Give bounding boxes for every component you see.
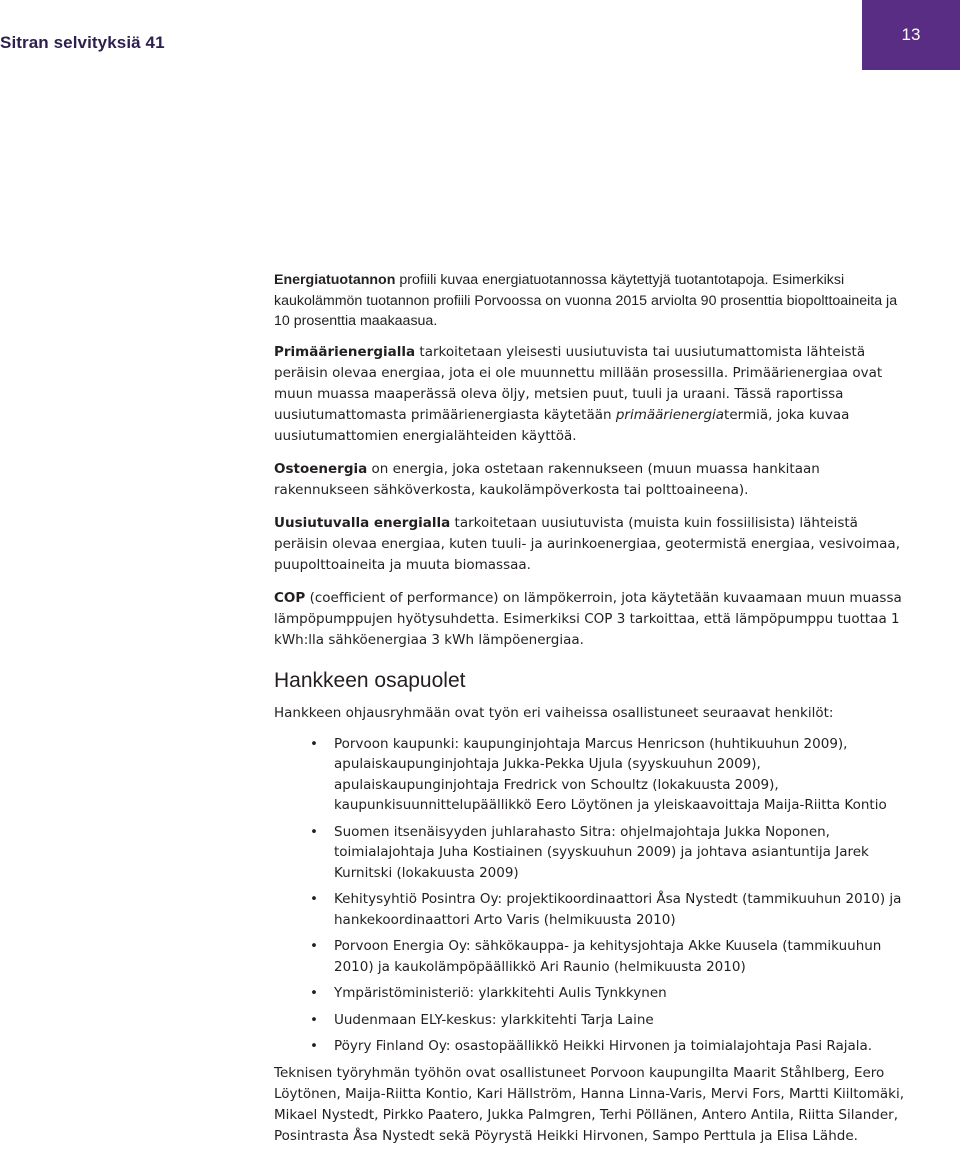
list-item <box>310 1036 914 1057</box>
section-intro: Hankkeen ohjausryhmään ovat työn eri vaiheissa osallistuneet seuraavat henkilöt: <box>274 704 834 721</box>
definition-term: COP <box>274 589 306 606</box>
list-item-text: Kehitysyhtiö Posintra Oy: projektikoordinaattori Åsa Nystedt (tammikuuhun 2010) ja hankekoordinaattori Arto Varis (helmikuusta 2010) <box>334 891 902 928</box>
page-content <box>274 270 914 1147</box>
stakeholder-list <box>274 734 914 1057</box>
definition-text: (coefficient of performance) on lämpökerroin, jota käytetään kuvaamaan muun muassa lämpöpumppujen hyötysuhdetta. Esimerkiksi COP 3 tarkoittaa, että lämpöpumppu tuottaa 1 kWh:lla sähköenergiaa 3 kWh lämpöenergiaa. <box>274 589 902 648</box>
definition-text: tarkoitetaan uusiutuvista (muista kuin fossiilisista) lähteistä peräisin olevaa energiaa, kuten tuuli- ja aurinkoenergiaa, geotermistä energiaa, vesivoimaa, puupolttoaineita ja muuta biomassaa. <box>274 514 900 573</box>
list-item-text: Porvoon kaupunki: kaupunginjohtaja Marcus Henricson (huhtikuuhun 2009), apulaiskaupunginjohtaja Jukka-Pekka Ujula (syyskuuhun 2009), apulaiskaupunginjohtaja Fredrick von Schoultz (lokakuusta 2009), kaupunkisuunnittelupäällikkö Eero Löytönen ja yleiskaavoittaja Maija-Riitta Kontio <box>334 735 887 813</box>
bullet-icon: • <box>310 735 318 752</box>
list-item <box>310 822 914 884</box>
definition-uusiutuva-energia <box>274 513 914 576</box>
series-title: Sitran selvityksiä 41 <box>0 33 165 52</box>
bullet-icon: • <box>310 1038 318 1054</box>
list-item-text: Ympäristöministeriö: ylarkkitehti Aulis Tynkkynen <box>334 985 667 1001</box>
list-item-text: Suomen itsenäisyyden juhlarahasto Sitra: ohjelmajohtaja Jukka Noponen, toimialajohtaja Juha Kostiainen (syyskuuhun 2009) ja johtava asiantuntija Jarek Kurnitski (lokakuusta 2009) <box>334 823 869 881</box>
list-item <box>310 983 914 1004</box>
definition-term: Ostoenergia <box>274 460 368 477</box>
list-item <box>310 1010 914 1031</box>
definition-primaarienergia <box>274 342 914 447</box>
list-item-text: Uudenmaan ELY-keskus: ylarkkitehti Tarja Laine <box>334 1011 654 1028</box>
section-closing: Teknisen työryhmän työhön ovat osallistuneet Porvoon kaupungilta Maarit Ståhlberg, Eero Löytönen, Maija-Riitta Kontio, Kari Hällström, Hanna Linna-Varis, Mervi Fors, Martti Kiiltomäki, Mikael Nystedt, Pirkko Paatero, Jukka Palmgren, Terhi Pöllänen, Antero Antila, Riitta Silander, Posintrasta Åsa Nystedt sekä Pöyrystä Heikki Hirvonen, Sampo Perttula ja Elisa Lähde. <box>274 1064 905 1144</box>
list-item-text: Pöyry Finland Oy: osastopäällikkö Heikki Hirvonen ja toimialajohtaja Pasi Rajala. <box>334 1038 873 1054</box>
list-item-text: Porvoon Energia Oy: sähkökauppa- ja kehitysjohtaja Akke Kuusela (tammikuuhun 2010) ja kaukolämpöpäällikkö Ari Raunio (helmikuusta 2010) <box>334 938 882 975</box>
definition-cop <box>274 588 914 651</box>
page-number: 13 <box>901 25 921 44</box>
bullet-icon: • <box>310 891 318 907</box>
definition-text: termiä, joka kuvaa uusiutumattomien energialähteiden käyttöä. <box>274 406 850 444</box>
list-item <box>310 734 914 816</box>
definition-energiatuotanto <box>274 270 914 332</box>
definition-text: profiili kuvaa energiatuotannossa käytettyjä tuotantotapoja. Esimerkiksi kaukolämmön tuotannon profiili Porvoossa on vuonna 2015 arviolta 90 prosenttia biopolttoaineita ja 10 prosenttia maakaasua. <box>274 272 898 329</box>
bullet-icon: • <box>310 823 318 840</box>
definition-italic-term: primäärienergia <box>615 406 725 423</box>
section-heading: Hankkeen osapuolet <box>274 668 466 692</box>
bullet-icon: • <box>310 1011 318 1028</box>
list-item <box>310 936 914 977</box>
definition-text: on energia, joka ostetaan rakennukseen (muun muassa hankitaan rakennukseen sähköverkosta, kaukolämpöverkosta tai polttoaineena). <box>274 460 820 498</box>
list-item <box>310 889 914 930</box>
bullet-icon: • <box>310 985 318 1001</box>
definition-ostoenergia <box>274 459 914 501</box>
page-number-tab <box>862 0 960 70</box>
definition-term: Energiatuotannon <box>274 272 396 288</box>
definition-term: Primäärienergialla <box>274 343 416 360</box>
definition-term: Uusiutuvalla energialla <box>274 514 451 531</box>
bullet-icon: • <box>310 938 318 954</box>
definition-text: tarkoitetaan yleisesti uusiutuvista tai uusiutumattomista lähteistä peräisin olevaa energiaa, jota ei ole muunnettu millään prosessilla. Primäärienergiaa ovat muun muassa maaperässä oleva öljy, metsien puut, tuuli ja uraani. Tässä raportissa uusiutumattomasta primäärienergiasta käytetään <box>274 343 883 423</box>
